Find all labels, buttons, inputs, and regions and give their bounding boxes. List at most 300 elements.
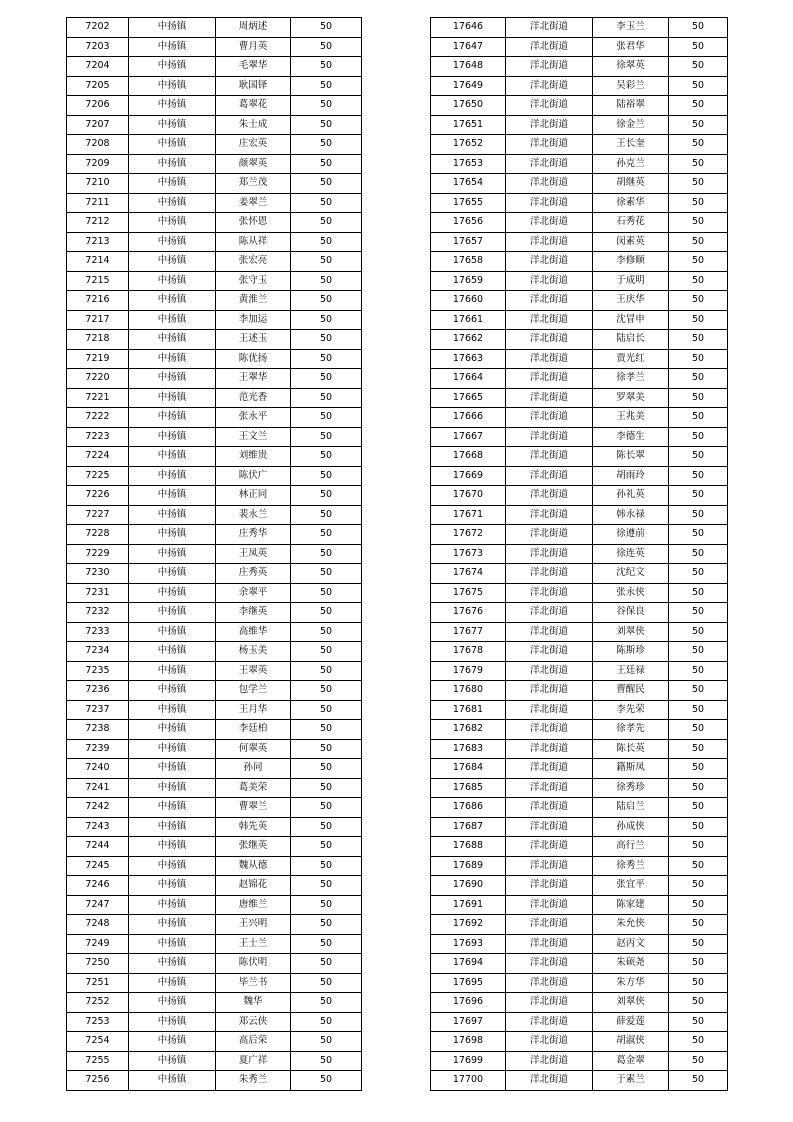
cell-town: 中扬镇	[129, 291, 216, 311]
cell-person-name: 徐秀兰	[593, 856, 669, 876]
cell-amount: 50	[669, 622, 728, 642]
table-row	[67, 427, 362, 447]
cell-amount: 50	[669, 993, 728, 1013]
cell-person-name: 庄宏英	[216, 135, 291, 155]
cell-serial-number: 17686	[431, 798, 506, 818]
cell-amount: 50	[291, 642, 362, 662]
cell-amount: 50	[291, 18, 362, 38]
table-row	[67, 18, 362, 38]
cell-amount: 50	[669, 232, 728, 252]
cell-person-name: 张守玉	[216, 271, 291, 291]
table-row	[67, 271, 362, 291]
table-row	[431, 778, 728, 798]
cell-serial-number: 7218	[67, 330, 129, 350]
cell-serial-number: 7204	[67, 57, 129, 77]
cell-town: 中扬镇	[129, 310, 216, 330]
cell-person-name: 王述玉	[216, 330, 291, 350]
cell-amount: 50	[669, 1071, 728, 1091]
cell-amount: 50	[291, 954, 362, 974]
cell-amount: 50	[669, 76, 728, 96]
cell-amount: 50	[669, 408, 728, 428]
table-row	[67, 388, 362, 408]
cell-town: 洋北街道	[506, 115, 593, 135]
cell-amount: 50	[291, 700, 362, 720]
cell-serial-number: 17677	[431, 622, 506, 642]
cell-town: 中扬镇	[129, 973, 216, 993]
cell-person-name: 王廷禄	[593, 661, 669, 681]
cell-serial-number: 17646	[431, 18, 506, 38]
cell-person-name: 唐维兰	[216, 895, 291, 915]
cell-serial-number: 17699	[431, 1051, 506, 1071]
table-row	[67, 700, 362, 720]
cell-amount: 50	[291, 252, 362, 272]
cell-town: 中扬镇	[129, 700, 216, 720]
cell-town: 中扬镇	[129, 622, 216, 642]
table-row	[431, 817, 728, 837]
cell-amount: 50	[291, 1051, 362, 1071]
cell-town: 洋北街道	[506, 798, 593, 818]
cell-amount: 50	[291, 135, 362, 155]
table-row	[431, 505, 728, 525]
table-row	[431, 1071, 728, 1091]
cell-amount: 50	[291, 720, 362, 740]
cell-town: 中扬镇	[129, 486, 216, 506]
cell-serial-number: 17653	[431, 154, 506, 174]
cell-serial-number: 17647	[431, 37, 506, 57]
table-row	[431, 798, 728, 818]
cell-serial-number: 7217	[67, 310, 129, 330]
cell-town: 洋北街道	[506, 856, 593, 876]
cell-amount: 50	[291, 447, 362, 467]
cell-amount: 50	[669, 661, 728, 681]
cell-amount: 50	[669, 193, 728, 213]
cell-serial-number: 7249	[67, 934, 129, 954]
cell-person-name: 王长奎	[593, 135, 669, 155]
cell-person-name: 李修顺	[593, 252, 669, 272]
table-row	[67, 837, 362, 857]
cell-serial-number: 7220	[67, 369, 129, 389]
cell-amount: 50	[291, 622, 362, 642]
table-row	[67, 408, 362, 428]
left-roster-body	[67, 18, 362, 1091]
cell-amount: 50	[669, 388, 728, 408]
table-row	[67, 817, 362, 837]
cell-person-name: 闵素英	[593, 232, 669, 252]
cell-person-name: 籍斯凤	[593, 759, 669, 779]
cell-amount: 50	[291, 330, 362, 350]
cell-serial-number: 7229	[67, 544, 129, 564]
table-row	[431, 993, 728, 1013]
cell-amount: 50	[669, 778, 728, 798]
cell-amount: 50	[669, 252, 728, 272]
cell-amount: 50	[669, 18, 728, 38]
cell-serial-number: 17680	[431, 681, 506, 701]
cell-town: 中扬镇	[129, 1071, 216, 1091]
cell-amount: 50	[291, 57, 362, 77]
cell-serial-number: 17672	[431, 525, 506, 545]
cell-town: 洋北街道	[506, 466, 593, 486]
cell-amount: 50	[669, 642, 728, 662]
cell-person-name: 孙克兰	[593, 154, 669, 174]
cell-town: 洋北街道	[506, 18, 593, 38]
cell-amount: 50	[291, 583, 362, 603]
cell-amount: 50	[669, 1012, 728, 1032]
cell-amount: 50	[291, 369, 362, 389]
cell-town: 中扬镇	[129, 408, 216, 428]
cell-amount: 50	[669, 174, 728, 194]
cell-town: 洋北街道	[506, 622, 593, 642]
table-row	[67, 993, 362, 1013]
cell-serial-number: 7203	[67, 37, 129, 57]
cell-serial-number: 7225	[67, 466, 129, 486]
table-row	[67, 544, 362, 564]
cell-serial-number: 17678	[431, 642, 506, 662]
cell-town: 洋北街道	[506, 232, 593, 252]
cell-town: 中扬镇	[129, 349, 216, 369]
cell-person-name: 李德生	[593, 427, 669, 447]
table-row	[67, 720, 362, 740]
cell-person-name: 葛翠花	[216, 96, 291, 116]
cell-person-name: 陈从祥	[216, 232, 291, 252]
table-row	[67, 193, 362, 213]
table-row	[431, 115, 728, 135]
cell-town: 中扬镇	[129, 37, 216, 57]
cell-town: 中扬镇	[129, 739, 216, 759]
table-row	[67, 96, 362, 116]
cell-serial-number: 7246	[67, 876, 129, 896]
cell-serial-number: 17648	[431, 57, 506, 77]
cell-amount: 50	[291, 1071, 362, 1091]
cell-person-name: 徐孝兰	[593, 369, 669, 389]
cell-serial-number: 7242	[67, 798, 129, 818]
cell-town: 中扬镇	[129, 778, 216, 798]
cell-serial-number: 7252	[67, 993, 129, 1013]
cell-amount: 50	[669, 603, 728, 623]
cell-amount: 50	[291, 213, 362, 233]
cell-town: 中扬镇	[129, 232, 216, 252]
table-row	[431, 661, 728, 681]
cell-town: 洋北街道	[506, 330, 593, 350]
cell-person-name: 胡继英	[593, 174, 669, 194]
cell-town: 中扬镇	[129, 96, 216, 116]
table-row	[431, 525, 728, 545]
cell-person-name: 李继英	[216, 603, 291, 623]
table-row	[67, 798, 362, 818]
table-row	[67, 486, 362, 506]
cell-serial-number: 7211	[67, 193, 129, 213]
left-roster-table	[66, 17, 362, 1091]
cell-person-name: 魏从德	[216, 856, 291, 876]
cell-town: 中扬镇	[129, 661, 216, 681]
cell-town: 洋北街道	[506, 603, 593, 623]
cell-town: 中扬镇	[129, 603, 216, 623]
cell-serial-number: 17658	[431, 252, 506, 272]
cell-person-name: 吴彩兰	[593, 76, 669, 96]
cell-amount: 50	[669, 291, 728, 311]
cell-town: 洋北街道	[506, 505, 593, 525]
table-row	[431, 544, 728, 564]
cell-town: 中扬镇	[129, 876, 216, 896]
cell-person-name: 陈优扬	[216, 349, 291, 369]
cell-serial-number: 7247	[67, 895, 129, 915]
cell-amount: 50	[669, 1051, 728, 1071]
cell-serial-number: 7241	[67, 778, 129, 798]
table-row	[67, 505, 362, 525]
cell-town: 中扬镇	[129, 525, 216, 545]
cell-amount: 50	[669, 973, 728, 993]
cell-town: 中扬镇	[129, 76, 216, 96]
cell-person-name: 孙同	[216, 759, 291, 779]
cell-amount: 50	[291, 603, 362, 623]
table-row	[431, 915, 728, 935]
cell-person-name: 于素兰	[593, 1071, 669, 1091]
cell-serial-number: 7256	[67, 1071, 129, 1091]
cell-town: 中扬镇	[129, 388, 216, 408]
table-row	[67, 252, 362, 272]
table-row	[67, 973, 362, 993]
cell-amount: 50	[291, 193, 362, 213]
table-row	[431, 57, 728, 77]
table-row	[431, 349, 728, 369]
table-row	[67, 174, 362, 194]
cell-person-name: 陆启长	[593, 330, 669, 350]
cell-town: 中扬镇	[129, 564, 216, 584]
cell-amount: 50	[291, 915, 362, 935]
cell-person-name: 余翠平	[216, 583, 291, 603]
cell-person-name: 葛金翠	[593, 1051, 669, 1071]
cell-town: 洋北街道	[506, 973, 593, 993]
cell-serial-number: 7234	[67, 642, 129, 662]
cell-serial-number: 7219	[67, 349, 129, 369]
cell-serial-number: 17700	[431, 1071, 506, 1091]
cell-amount: 50	[291, 76, 362, 96]
cell-person-name: 曹醒民	[593, 681, 669, 701]
cell-amount: 50	[669, 466, 728, 486]
table-row	[431, 408, 728, 428]
cell-person-name: 陈斯珍	[593, 642, 669, 662]
cell-town: 中扬镇	[129, 759, 216, 779]
cell-amount: 50	[291, 115, 362, 135]
table-row	[431, 622, 728, 642]
table-row	[431, 369, 728, 389]
table-row	[67, 525, 362, 545]
cell-person-name: 范光香	[216, 388, 291, 408]
cell-serial-number: 7206	[67, 96, 129, 116]
cell-person-name: 李廷柏	[216, 720, 291, 740]
cell-amount: 50	[669, 798, 728, 818]
table-row	[67, 115, 362, 135]
table-row	[67, 954, 362, 974]
cell-amount: 50	[669, 915, 728, 935]
table-row	[67, 895, 362, 915]
cell-serial-number: 17651	[431, 115, 506, 135]
table-row	[67, 642, 362, 662]
cell-town: 洋北街道	[506, 388, 593, 408]
cell-person-name: 孙成侠	[593, 817, 669, 837]
table-row	[431, 642, 728, 662]
cell-serial-number: 17650	[431, 96, 506, 116]
cell-serial-number: 7205	[67, 76, 129, 96]
cell-amount: 50	[669, 954, 728, 974]
cell-amount: 50	[291, 856, 362, 876]
cell-amount: 50	[669, 310, 728, 330]
table-row	[431, 681, 728, 701]
cell-amount: 50	[669, 817, 728, 837]
cell-town: 中扬镇	[129, 583, 216, 603]
table-row	[431, 388, 728, 408]
cell-town: 中扬镇	[129, 213, 216, 233]
table-row	[67, 349, 362, 369]
cell-person-name: 张宏亮	[216, 252, 291, 272]
cell-town: 洋北街道	[506, 1051, 593, 1071]
cell-amount: 50	[291, 934, 362, 954]
table-row	[431, 1032, 728, 1052]
cell-amount: 50	[669, 544, 728, 564]
table-row	[431, 18, 728, 38]
cell-town: 洋北街道	[506, 193, 593, 213]
cell-person-name: 朱秀兰	[216, 1071, 291, 1091]
cell-amount: 50	[291, 895, 362, 915]
cell-amount: 50	[291, 564, 362, 584]
cell-person-name: 王凤英	[216, 544, 291, 564]
cell-person-name: 李先荣	[593, 700, 669, 720]
table-row	[67, 661, 362, 681]
cell-amount: 50	[669, 505, 728, 525]
cell-person-name: 王兴明	[216, 915, 291, 935]
table-row	[67, 57, 362, 77]
cell-town: 洋北街道	[506, 447, 593, 467]
table-row	[67, 37, 362, 57]
table-row	[431, 876, 728, 896]
cell-serial-number: 17685	[431, 778, 506, 798]
cell-person-name: 庄秀华	[216, 525, 291, 545]
table-row	[431, 603, 728, 623]
cell-serial-number: 7243	[67, 817, 129, 837]
table-row	[67, 330, 362, 350]
cell-town: 洋北街道	[506, 369, 593, 389]
cell-person-name: 朱硕尧	[593, 954, 669, 974]
cell-person-name: 沈纪文	[593, 564, 669, 584]
cell-amount: 50	[291, 154, 362, 174]
cell-person-name: 王庆华	[593, 291, 669, 311]
cell-amount: 50	[291, 486, 362, 506]
cell-serial-number: 7202	[67, 18, 129, 38]
cell-serial-number: 17681	[431, 700, 506, 720]
cell-amount: 50	[669, 564, 728, 584]
cell-amount: 50	[669, 856, 728, 876]
cell-person-name: 韩永禄	[593, 505, 669, 525]
cell-amount: 50	[291, 96, 362, 116]
cell-person-name: 王文兰	[216, 427, 291, 447]
table-row	[431, 486, 728, 506]
cell-person-name: 刘翠侠	[593, 993, 669, 1013]
cell-town: 洋北街道	[506, 681, 593, 701]
cell-person-name: 高维华	[216, 622, 291, 642]
cell-town: 中扬镇	[129, 252, 216, 272]
cell-town: 中扬镇	[129, 154, 216, 174]
cell-town: 洋北街道	[506, 915, 593, 935]
cell-town: 中扬镇	[129, 915, 216, 935]
cell-town: 中扬镇	[129, 954, 216, 974]
cell-amount: 50	[669, 583, 728, 603]
cell-amount: 50	[291, 973, 362, 993]
cell-serial-number: 17675	[431, 583, 506, 603]
cell-person-name: 徐金兰	[593, 115, 669, 135]
cell-serial-number: 17657	[431, 232, 506, 252]
table-row	[431, 583, 728, 603]
cell-serial-number: 17687	[431, 817, 506, 837]
cell-serial-number: 7238	[67, 720, 129, 740]
cell-town: 中扬镇	[129, 817, 216, 837]
cell-person-name: 毕兰书	[216, 973, 291, 993]
cell-person-name: 贾光红	[593, 349, 669, 369]
cell-person-name: 胡淑侠	[593, 1032, 669, 1052]
cell-serial-number: 17671	[431, 505, 506, 525]
table-row	[431, 720, 728, 740]
table-row	[431, 174, 728, 194]
cell-amount: 50	[669, 681, 728, 701]
cell-serial-number: 17691	[431, 895, 506, 915]
cell-town: 洋北街道	[506, 954, 593, 974]
cell-person-name: 张永平	[216, 408, 291, 428]
cell-person-name: 杨玉美	[216, 642, 291, 662]
cell-serial-number: 17690	[431, 876, 506, 896]
table-row	[431, 934, 728, 954]
cell-amount: 50	[669, 330, 728, 350]
cell-amount: 50	[291, 310, 362, 330]
cell-serial-number: 7236	[67, 681, 129, 701]
cell-town: 洋北街道	[506, 739, 593, 759]
cell-serial-number: 7223	[67, 427, 129, 447]
cell-person-name: 曹月英	[216, 37, 291, 57]
table-row	[431, 271, 728, 291]
table-row	[431, 447, 728, 467]
cell-amount: 50	[669, 115, 728, 135]
cell-serial-number: 17663	[431, 349, 506, 369]
cell-serial-number: 17694	[431, 954, 506, 974]
cell-person-name: 李玉兰	[593, 18, 669, 38]
cell-serial-number: 17662	[431, 330, 506, 350]
cell-town: 洋北街道	[506, 408, 593, 428]
cell-town: 中扬镇	[129, 895, 216, 915]
cell-town: 洋北街道	[506, 213, 593, 233]
cell-serial-number: 17679	[431, 661, 506, 681]
cell-serial-number: 7250	[67, 954, 129, 974]
table-row	[67, 310, 362, 330]
table-row	[67, 466, 362, 486]
cell-serial-number: 7216	[67, 291, 129, 311]
cell-amount: 50	[291, 993, 362, 1013]
cell-town: 洋北街道	[506, 700, 593, 720]
cell-serial-number: 17660	[431, 291, 506, 311]
cell-amount: 50	[291, 505, 362, 525]
cell-serial-number: 17689	[431, 856, 506, 876]
cell-serial-number: 7232	[67, 603, 129, 623]
cell-amount: 50	[669, 486, 728, 506]
right-roster-body	[431, 18, 728, 1091]
cell-serial-number: 7254	[67, 1032, 129, 1052]
cell-serial-number: 7224	[67, 447, 129, 467]
table-row	[67, 1071, 362, 1091]
cell-person-name: 陈长英	[593, 739, 669, 759]
table-row	[67, 759, 362, 779]
cell-person-name: 黄淮兰	[216, 291, 291, 311]
cell-town: 洋北街道	[506, 252, 593, 272]
cell-person-name: 葛美荣	[216, 778, 291, 798]
cell-amount: 50	[291, 759, 362, 779]
cell-person-name: 高后荣	[216, 1032, 291, 1052]
cell-amount: 50	[291, 349, 362, 369]
